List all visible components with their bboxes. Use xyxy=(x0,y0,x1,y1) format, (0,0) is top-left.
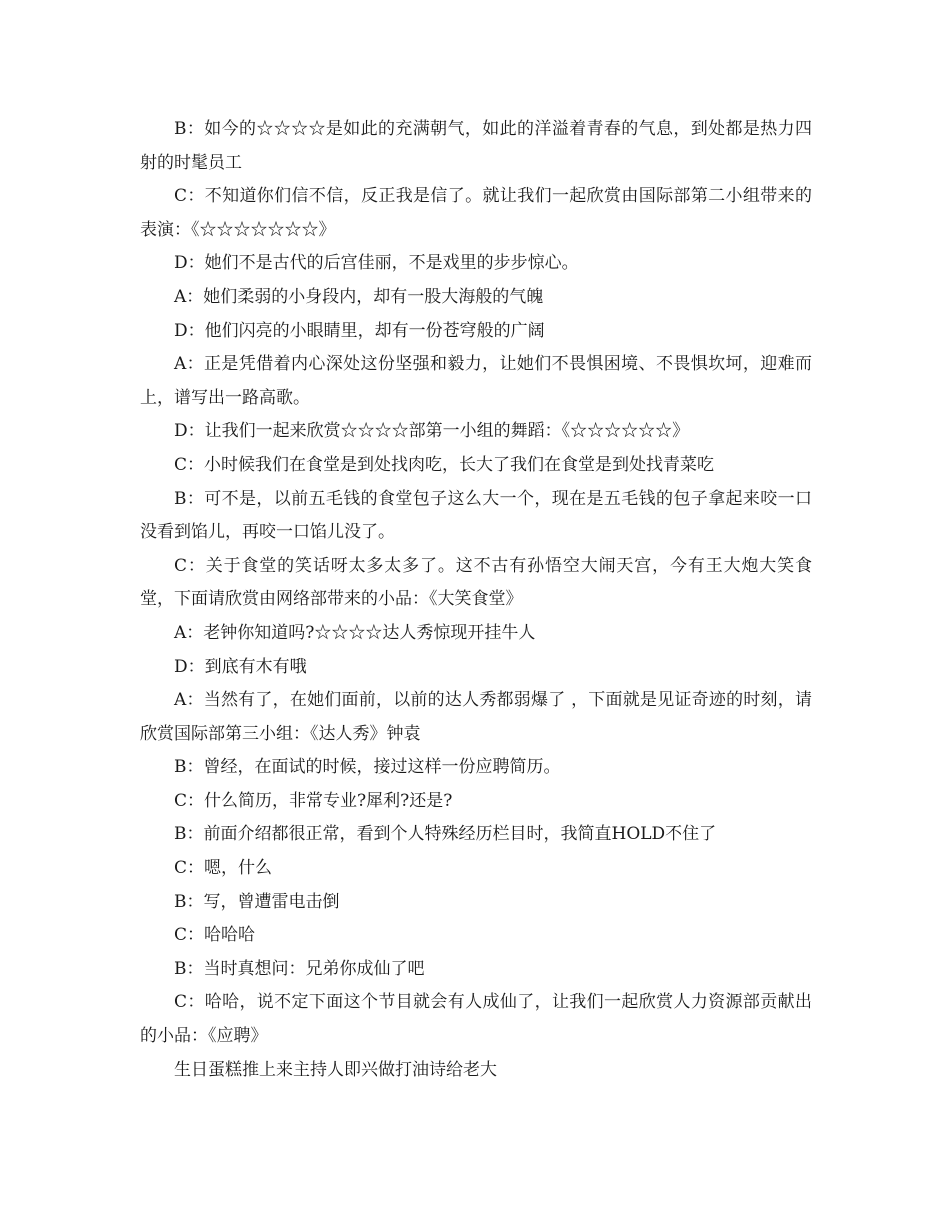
paragraph: D：到底有木有哦 xyxy=(174,656,307,677)
paragraph: B：如今的☆☆☆☆是如此的充满朝气，如此的洋溢着青春的气息，到处都是热力四射的时髦员工 xyxy=(140,119,812,173)
paragraph: B：当时真想问：兄弟你成仙了吧 xyxy=(174,958,425,979)
paragraph: D：让我们一起来欣赏☆☆☆☆部第一小组的舞蹈：《☆☆☆☆☆☆》 xyxy=(174,421,690,442)
paragraph: C：不知道你们信不信，反正我是信了。就让我们一起欣赏由国际部第二小组带来的表演：《☆☆☆☆☆☆☆》 xyxy=(140,186,812,240)
paragraph: C：哈哈哈 xyxy=(174,925,256,946)
paragraph: C：哈哈，说不定下面这个节目就会有人成仙了，让我们一起欣赏人力资源部贡献出的小品：《应聘》 xyxy=(140,992,812,1047)
paragraph: B：前面介绍都很正常，看到个人特殊经历栏目时，我简直HOLD不住了 xyxy=(174,824,717,845)
paragraph: 生日蛋糕推上来主持人即兴做打油诗给老大 xyxy=(174,1059,497,1080)
paragraph: A：正是凭借着内心深处这份坚强和毅力，让她们不畏惧困境、不畏惧坎坷，迎难而上，谱写出一路高歌。 xyxy=(140,354,812,408)
paragraph: C：关于食堂的笑话呀太多太多了。这不古有孙悟空大闹天宫，今有王大炮大笑食堂，下面请欣赏由网络部带来的小品：《大笑食堂》 xyxy=(140,555,812,610)
document-body xyxy=(140,113,812,1087)
paragraph: A：她们柔弱的小身段内，却有一股大海般的气魄 xyxy=(174,286,544,307)
paragraph: B：写，曾遭雷电击倒 xyxy=(174,891,340,912)
paragraph: C：什么简历，非常专业?犀利?还是? xyxy=(174,790,453,811)
paragraph: A：当然有了，在她们面前，以前的达人秀都弱爆了 ，下面就是见证奇迹的时刻，请欣赏国际部第三小组：《达人秀》钟袁 xyxy=(140,690,812,744)
paragraph: C：嗯，什么 xyxy=(174,858,273,879)
paragraph: B：曾经，在面试的时候，接过这样一份应聘简历。 xyxy=(174,757,561,778)
paragraph: D：她们不是古代的后宫佳丽，不是戏里的步步惊心。 xyxy=(174,253,579,274)
paragraph: B：可不是，以前五毛钱的食堂包子这么大一个，现在是五毛钱的包子拿起来咬一口没看到馅儿，再咬一口馅儿没了。 xyxy=(140,488,812,543)
paragraph: D：他们闪亮的小眼睛里，却有一份苍穹般的广阔 xyxy=(174,320,545,341)
paragraph: A：老钟你知道吗?☆☆☆☆达人秀惊现开挂牛人 xyxy=(174,622,536,643)
paragraph: C：小时候我们在食堂是到处找肉吃，长大了我们在食堂是到处找青菜吃 xyxy=(174,454,715,475)
